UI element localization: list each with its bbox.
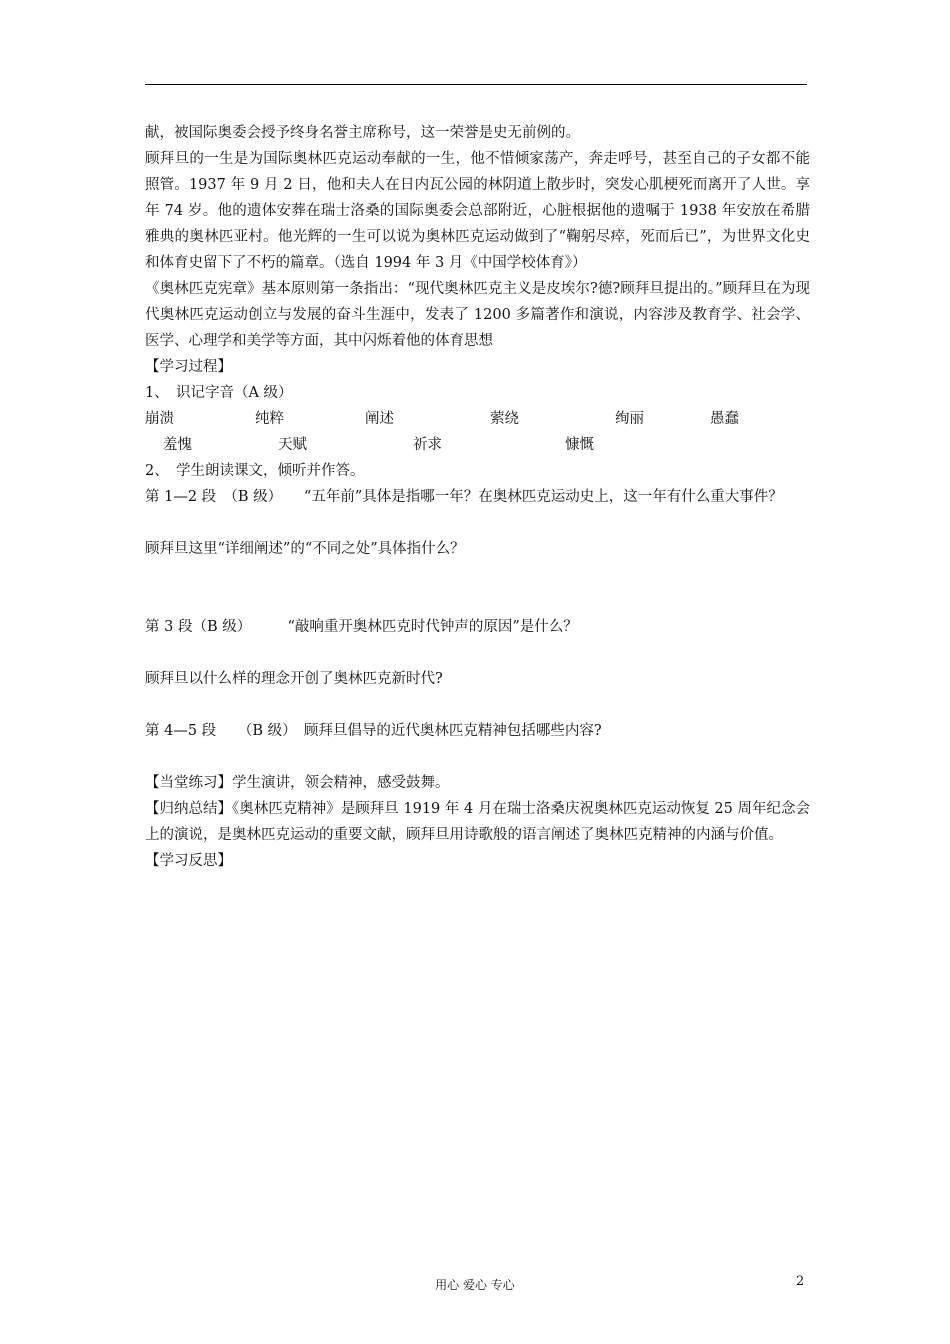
paragraph-biography: 顾拜旦的一生是为国际奥林匹克运动奉献的一生，他不惜倾家荡产，奔走呼号，甚至自己的子女都不能照管。1937 年 9 月 2 日，他和夫人在日内瓦公园的林阴道上散步时，突发心肌梗死而离开了人世。享年 74 岁。他的遗体安葬在瑞士洛桑的国际奥委会总部附近，心脏根据他的遗嘱于 1938 年安放在希腊雅典的奥林匹亚村。他光辉的一生可以说为奥林匹克运动做到了“鞠躬尽瘁，死而后已”，为世界文化史和体育史留下了不朽的篇章。（选自 1994 年 3 月《中国学校体育》） bbox=[145, 151, 810, 271]
section-summary: 【归纳总结】《奥林匹克精神》是顾拜旦 1919 年 4 月在瑞士洛桑庆祝奥林匹克运动恢复 25 周年纪念会上的演说，是奥林匹克运动的重要文献，顾拜旦用诗歌般的语言阐述了奥林匹克精神的内涵与价值。 bbox=[145, 801, 810, 843]
word-row-1 bbox=[145, 406, 810, 432]
word: 绚丽 bbox=[615, 411, 644, 427]
word-row-2 bbox=[145, 432, 810, 458]
item-pronunciation: 1、 识记字音（A 级） bbox=[145, 385, 293, 401]
question-paragraphs-1-2: 第 1—2 段 （B 级） “五年前”具体是指哪一年？在奥林匹克运动史上，这一年有什么重大事件？ bbox=[145, 489, 783, 505]
word: 阐述 bbox=[365, 411, 394, 427]
word: 纯粹 bbox=[255, 411, 284, 427]
document-body bbox=[145, 120, 810, 874]
word: 羞愧 bbox=[163, 437, 192, 453]
section-heading-learning-process: 【学习过程】 bbox=[145, 359, 232, 375]
word: 崩溃 bbox=[145, 411, 174, 427]
paragraph-continuation: 献，被国际奥委会授予终身名誉主席称号，这一荣誉是史无前例的。 bbox=[145, 125, 580, 141]
word: 萦绕 bbox=[490, 411, 519, 427]
word: 祈求 bbox=[413, 437, 442, 453]
question-paragraph-3: 第 3 段（B 级） “敲响重开奥林匹克时代钟声的原因”是什么？ bbox=[145, 619, 578, 635]
question-differences: 顾拜旦这里“详细阐述”的“不同之处”具体指什么？ bbox=[145, 541, 465, 557]
paragraph-charter: 《奥林匹克宪章》基本原则第一条指出：“现代奥林匹克主义是皮埃尔?德?顾拜旦提出的。”顾拜旦在为现代奥林匹克运动创立与发展的奋斗生涯中，发表了 1200 多篇著作和演说，内容涉及教育学、社会学、医学、心理学和美学等方面，其中闪烁着他的体育思想 bbox=[145, 281, 810, 349]
page-number: 2 bbox=[796, 1274, 805, 1289]
word: 慷慨 bbox=[565, 437, 594, 453]
item-reading: 2、 学生朗读课文，倾听并作答。 bbox=[145, 463, 365, 479]
header-rule bbox=[145, 84, 807, 85]
word: 天赋 bbox=[278, 437, 307, 453]
word: 愚蠢 bbox=[710, 411, 739, 427]
section-reflection: 【学习反思】 bbox=[145, 853, 232, 869]
question-new-era: 顾拜旦以什么样的理念开创了奥林匹克新时代? bbox=[145, 671, 443, 687]
footer-slogan: 用心 爱心 专心 bbox=[435, 1278, 515, 1292]
section-practice: 【当堂练习】学生演讲，领会精神，感受鼓舞。 bbox=[145, 775, 450, 791]
question-paragraphs-4-5: 第 4—5 段 （B 级） 顾拜旦倡导的近代奥林匹克精神包括哪些内容? bbox=[145, 723, 602, 739]
